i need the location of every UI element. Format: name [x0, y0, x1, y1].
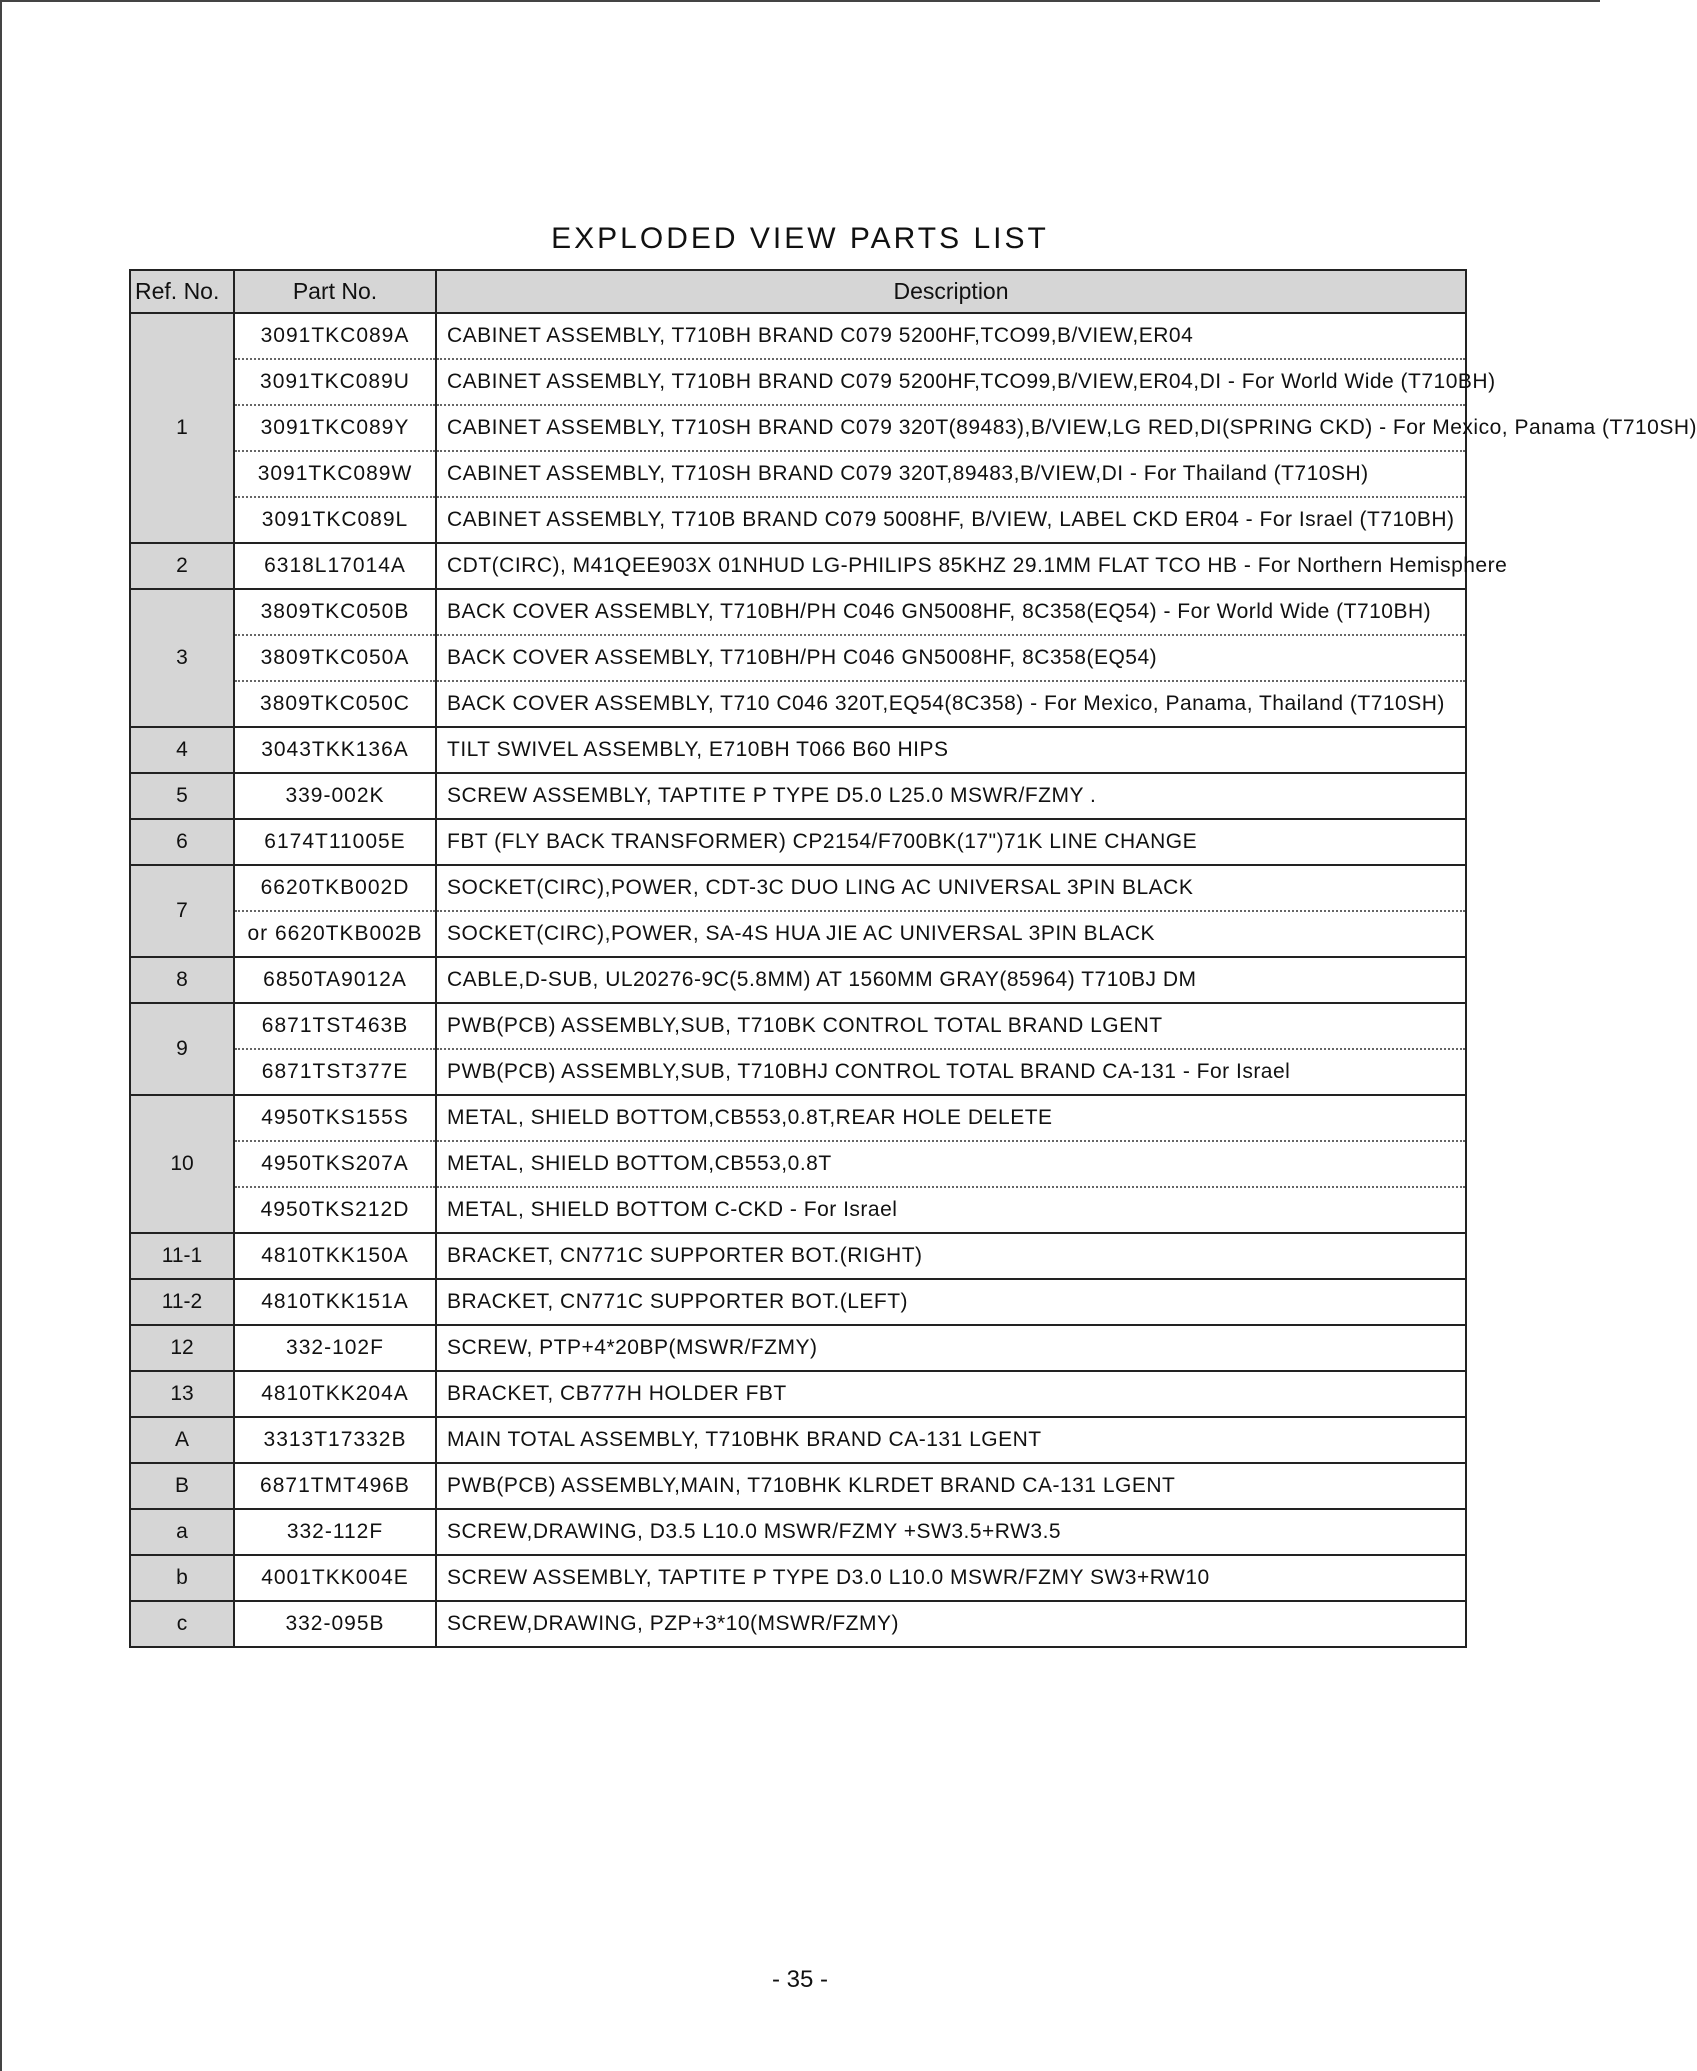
ref-no-cell: 11-1	[130, 1233, 234, 1279]
table-row	[130, 773, 1466, 819]
ref-no-cell: 11-2	[130, 1279, 234, 1325]
description-cell: SCREW ASSEMBLY, TAPTITE P TYPE D5.0 L25.0 MSWR/FZMY .	[436, 773, 1466, 819]
ref-no-cell: c	[130, 1601, 234, 1647]
description-cell: SCREW ASSEMBLY, TAPTITE P TYPE D3.0 L10.0 MSWR/FZMY SW3+RW10	[436, 1555, 1466, 1601]
ref-no-cell: 7	[130, 865, 234, 957]
description-cell: CABLE,D-SUB, UL20276-9C(5.8MM) AT 1560MM GRAY(85964) T710BJ DM	[436, 957, 1466, 1003]
parts-table-body	[130, 313, 1697, 1647]
description-cell: PWB(PCB) ASSEMBLY,SUB, T710BHJ CONTROL TOTAL BRAND CA-131 - For Israel	[436, 1049, 1466, 1095]
description-cell: BRACKET, CN771C SUPPORTER BOT.(RIGHT)	[436, 1233, 1466, 1279]
description-cell: METAL, SHIELD BOTTOM,CB553,0.8T	[436, 1141, 1466, 1187]
description-cell: PWB(PCB) ASSEMBLY,MAIN, T710BHK KLRDET BRAND CA-131 LGENT	[436, 1463, 1466, 1509]
page-title: EXPLODED VIEW PARTS LIST	[551, 222, 1049, 255]
table-row	[130, 1509, 1466, 1555]
ref-no-cell: B	[130, 1463, 234, 1509]
parts-table	[129, 269, 1697, 1648]
description-cell: CABINET ASSEMBLY, T710B BRAND C079 5008HF, B/VIEW, LABEL CKD ER04 - For Israel (T710BH)	[436, 497, 1466, 543]
part-no-cell: 3043TKK136A	[234, 727, 436, 773]
description-cell: SOCKET(CIRC),POWER, SA-4S HUA JIE AC UNIVERSAL 3PIN BLACK	[436, 911, 1466, 957]
ref-no-cell: 13	[130, 1371, 234, 1417]
ref-no-cell: 6	[130, 819, 234, 865]
description-cell: BRACKET, CN771C SUPPORTER BOT.(LEFT)	[436, 1279, 1466, 1325]
description-cell: METAL, SHIELD BOTTOM,CB553,0.8T,REAR HOLE DELETE	[436, 1095, 1466, 1141]
header-ref-no: Ref. No.	[130, 270, 234, 313]
description-cell: CABINET ASSEMBLY, T710BH BRAND C079 5200HF,TCO99,B/VIEW,ER04	[436, 313, 1466, 359]
part-no-cell: 4810TKK150A	[234, 1233, 436, 1279]
table-row	[130, 1233, 1466, 1279]
description-cell: BACK COVER ASSEMBLY, T710 C046 320T,EQ54(8C358) - For Mexico, Panama, Thailand (T710SH)	[436, 681, 1466, 727]
table-row	[130, 405, 1466, 451]
table-header-row	[130, 270, 1466, 313]
table-row	[130, 1601, 1466, 1647]
part-no-cell: 4810TKK151A	[234, 1279, 436, 1325]
description-cell: TILT SWIVEL ASSEMBLY, E710BH T066 B60 HIPS	[436, 727, 1466, 773]
table-row	[130, 543, 1466, 589]
description-cell: CABINET ASSEMBLY, T710BH BRAND C079 5200HF,TCO99,B/VIEW,ER04,DI - For World Wide (T710BH)	[436, 359, 1466, 405]
table-row	[130, 819, 1466, 865]
table-row	[130, 957, 1466, 1003]
ref-no-cell: b	[130, 1555, 234, 1601]
ref-no-cell: 1	[130, 313, 234, 543]
part-no-cell: 6318L17014A	[234, 543, 436, 589]
description-cell: MAIN TOTAL ASSEMBLY, T710BHK BRAND CA-131 LGENT	[436, 1417, 1466, 1463]
description-cell: SOCKET(CIRC),POWER, CDT-3C DUO LING AC UNIVERSAL 3PIN BLACK	[436, 865, 1466, 911]
description-cell: PWB(PCB) ASSEMBLY,SUB, T710BK CONTROL TOTAL BRAND LGENT	[436, 1003, 1466, 1049]
part-no-cell: 3809TKC050C	[234, 681, 436, 727]
table-row	[130, 451, 1466, 497]
table-row	[130, 1095, 1466, 1141]
ref-no-cell: A	[130, 1417, 234, 1463]
description-cell: BRACKET, CB777H HOLDER FBT	[436, 1371, 1466, 1417]
part-no-cell: 6871TMT496B	[234, 1463, 436, 1509]
table-row	[130, 1279, 1466, 1325]
ref-no-cell: 8	[130, 957, 234, 1003]
description-cell: SCREW,DRAWING, D3.5 L10.0 MSWR/FZMY +SW3.5+RW3.5	[436, 1509, 1466, 1555]
table-row	[130, 1371, 1466, 1417]
part-no-cell: 339-002K	[234, 773, 436, 819]
page-number: - 35 -	[771, 1966, 828, 1993]
table-row	[130, 865, 1466, 911]
part-no-cell: 3809TKC050A	[234, 635, 436, 681]
part-no-cell: 332-095B	[234, 1601, 436, 1647]
part-no-cell: 4001TKK004E	[234, 1555, 436, 1601]
ref-no-cell: 4	[130, 727, 234, 773]
table-row	[130, 589, 1466, 635]
part-no-cell: 3091TKC089Y	[234, 405, 436, 451]
table-row	[130, 1555, 1466, 1601]
part-no-cell: 6174T11005E	[234, 819, 436, 865]
table-row	[130, 1049, 1466, 1095]
table-row	[130, 727, 1466, 773]
description-cell: CABINET ASSEMBLY, T710SH BRAND C079 320T(89483),B/VIEW,LG RED,DI(SPRING CKD) - For Mexico, Panama (T710SH)	[436, 405, 1466, 451]
ref-no-cell: 9	[130, 1003, 234, 1095]
part-no-cell: 3091TKC089W	[234, 451, 436, 497]
table-row	[130, 497, 1466, 543]
description-cell: BACK COVER ASSEMBLY, T710BH/PH C046 GN5008HF, 8C358(EQ54) - For World Wide (T710BH)	[436, 589, 1466, 635]
description-cell: SCREW, PTP+4*20BP(MSWR/FZMY)	[436, 1325, 1466, 1371]
table-row	[130, 1003, 1466, 1049]
part-no-cell: 3091TKC089L	[234, 497, 436, 543]
part-no-cell: or 6620TKB002B	[234, 911, 436, 957]
table-row	[130, 1325, 1466, 1371]
table-row	[130, 911, 1466, 957]
part-no-cell: 3313T17332B	[234, 1417, 436, 1463]
ref-no-cell: 10	[130, 1095, 234, 1233]
description-cell: CABINET ASSEMBLY, T710SH BRAND C079 320T,89483,B/VIEW,DI - For Thailand (T710SH)	[436, 451, 1466, 497]
part-no-cell: 6871TST377E	[234, 1049, 436, 1095]
ref-no-cell: 12	[130, 1325, 234, 1371]
ref-no-cell: 2	[130, 543, 234, 589]
part-no-cell: 3809TKC050B	[234, 589, 436, 635]
part-no-cell: 4950TKS207A	[234, 1141, 436, 1187]
table-row	[130, 1417, 1466, 1463]
part-no-cell: 6850TA9012A	[234, 957, 436, 1003]
description-cell: FBT (FLY BACK TRANSFORMER) CP2154/F700BK(17")71K LINE CHANGE	[436, 819, 1466, 865]
description-cell: SCREW,DRAWING, PZP+3*10(MSWR/FZMY)	[436, 1601, 1466, 1647]
table-row	[130, 1187, 1466, 1233]
part-no-cell: 332-102F	[234, 1325, 436, 1371]
ref-no-cell: 3	[130, 589, 234, 727]
header-part-no: Part No.	[234, 270, 436, 313]
ref-no-cell: a	[130, 1509, 234, 1555]
description-cell: BACK COVER ASSEMBLY, T710BH/PH C046 GN5008HF, 8C358(EQ54)	[436, 635, 1466, 681]
part-no-cell: 4810TKK204A	[234, 1371, 436, 1417]
part-no-cell: 3091TKC089U	[234, 359, 436, 405]
part-no-cell: 3091TKC089A	[234, 313, 436, 359]
table-row	[130, 313, 1466, 359]
header-description: Description	[436, 270, 1466, 313]
table-row	[130, 1141, 1466, 1187]
table-row	[130, 1463, 1466, 1509]
part-no-cell: 332-112F	[234, 1509, 436, 1555]
part-no-cell: 6871TST463B	[234, 1003, 436, 1049]
part-no-cell: 4950TKS155S	[234, 1095, 436, 1141]
description-cell: METAL, SHIELD BOTTOM C-CKD - For Israel	[436, 1187, 1466, 1233]
part-no-cell: 6620TKB002D	[234, 865, 436, 911]
table-row	[130, 681, 1466, 727]
ref-no-cell: 5	[130, 773, 234, 819]
description-cell: CDT(CIRC), M41QEE903X 01NHUD LG-PHILIPS 85KHZ 29.1MM FLAT TCO HB - For Northern Hemisphere	[436, 543, 1466, 589]
part-no-cell: 4950TKS212D	[234, 1187, 436, 1233]
table-row	[130, 359, 1466, 405]
table-row	[130, 635, 1466, 681]
